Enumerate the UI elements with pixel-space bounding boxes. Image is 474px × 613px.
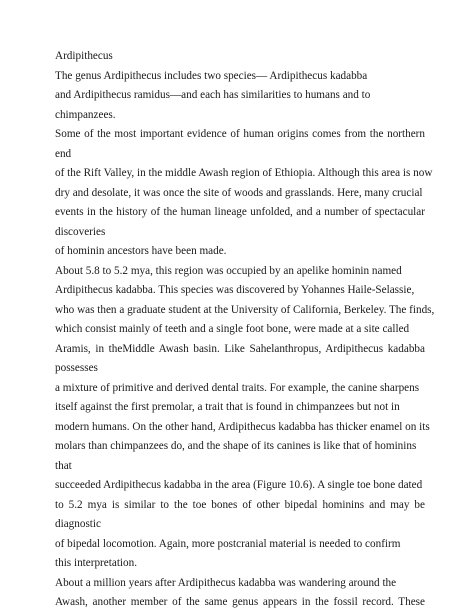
text-line: of the Rift Valley, in the middle Awash region of Ethiopia. Although this area is now — [55, 167, 433, 179]
text-line: molars than chimpanzees do, and the shape of its canines is like that of hominins — [55, 440, 417, 452]
text-line: which consist mainly of teeth and a single foot bone, were made at a site called — [55, 323, 410, 335]
text-line: of bipedal locomotion. Again, more postcranial material is needed to confirm — [55, 537, 401, 550]
text-line: who was then a graduate student at the University of California, Berkeley. The finds, — [55, 303, 435, 316]
document-text-block — [55, 47, 435, 613]
text-line: About a million years after Ardipithecus kadabba was wandering around the — [55, 576, 397, 589]
text-line: succeeded Ardipithecus kadabba in the area (Figure 10.6). A single toe bone dated — [55, 479, 423, 491]
text-line: Awash, another member of the same genus appears in the fossil record. These — [55, 596, 425, 608]
text-line: chimpanzees. — [55, 108, 116, 121]
text-line: and Ardipithecus ramidus—and each has similarities to humans and to — [55, 89, 371, 101]
text-line: of hominin ancestors have been made. — [55, 245, 227, 257]
text-line: discoveries — [55, 225, 106, 238]
text-line: Aramis, in theMiddle Awash basin. Like Sahelanthropus, Ardipithecus kadabba — [55, 342, 425, 355]
text-line: modern humans. On the other hand, Ardipithecus kadabba has thicker enamel on its — [55, 420, 430, 433]
document-heading: Ardipithecus — [55, 50, 113, 62]
text-line: dry and desolate, it was once the site of woods and grasslands. Here, many crucial — [55, 186, 423, 199]
text-line: About 5.8 to 5.2 mya, this region was occupied by an apelike hominin named — [55, 264, 402, 277]
text-line: The genus Ardipithecus includes two species— Ardipithecus kadabba — [55, 69, 368, 82]
text-line: Some of the most important evidence of human origins comes from the northern — [55, 128, 425, 140]
text-line: events in the history of the human lineage unfolded, and a number of spectacular — [55, 206, 425, 218]
text-line: end — [55, 147, 72, 160]
text-line: this interpretation. — [55, 557, 138, 569]
text-line: Ardipithecus kadabba. This species was discovered by Yohannes Haile-Selassie, — [55, 284, 415, 296]
text-line: possesses — [55, 362, 98, 374]
text-line: diagnostic — [55, 518, 101, 530]
text-line: that — [55, 459, 72, 472]
text-line: a mixture of primitive and derived dental traits. For example, the canine sharpens — [55, 381, 420, 394]
text-line: to 5.2 mya is similar to the toe bones of other bipedal hominins and may be — [55, 498, 425, 511]
text-line: itself against the first premolar, a trait that is found in chimpanzees but not in — [55, 401, 400, 413]
